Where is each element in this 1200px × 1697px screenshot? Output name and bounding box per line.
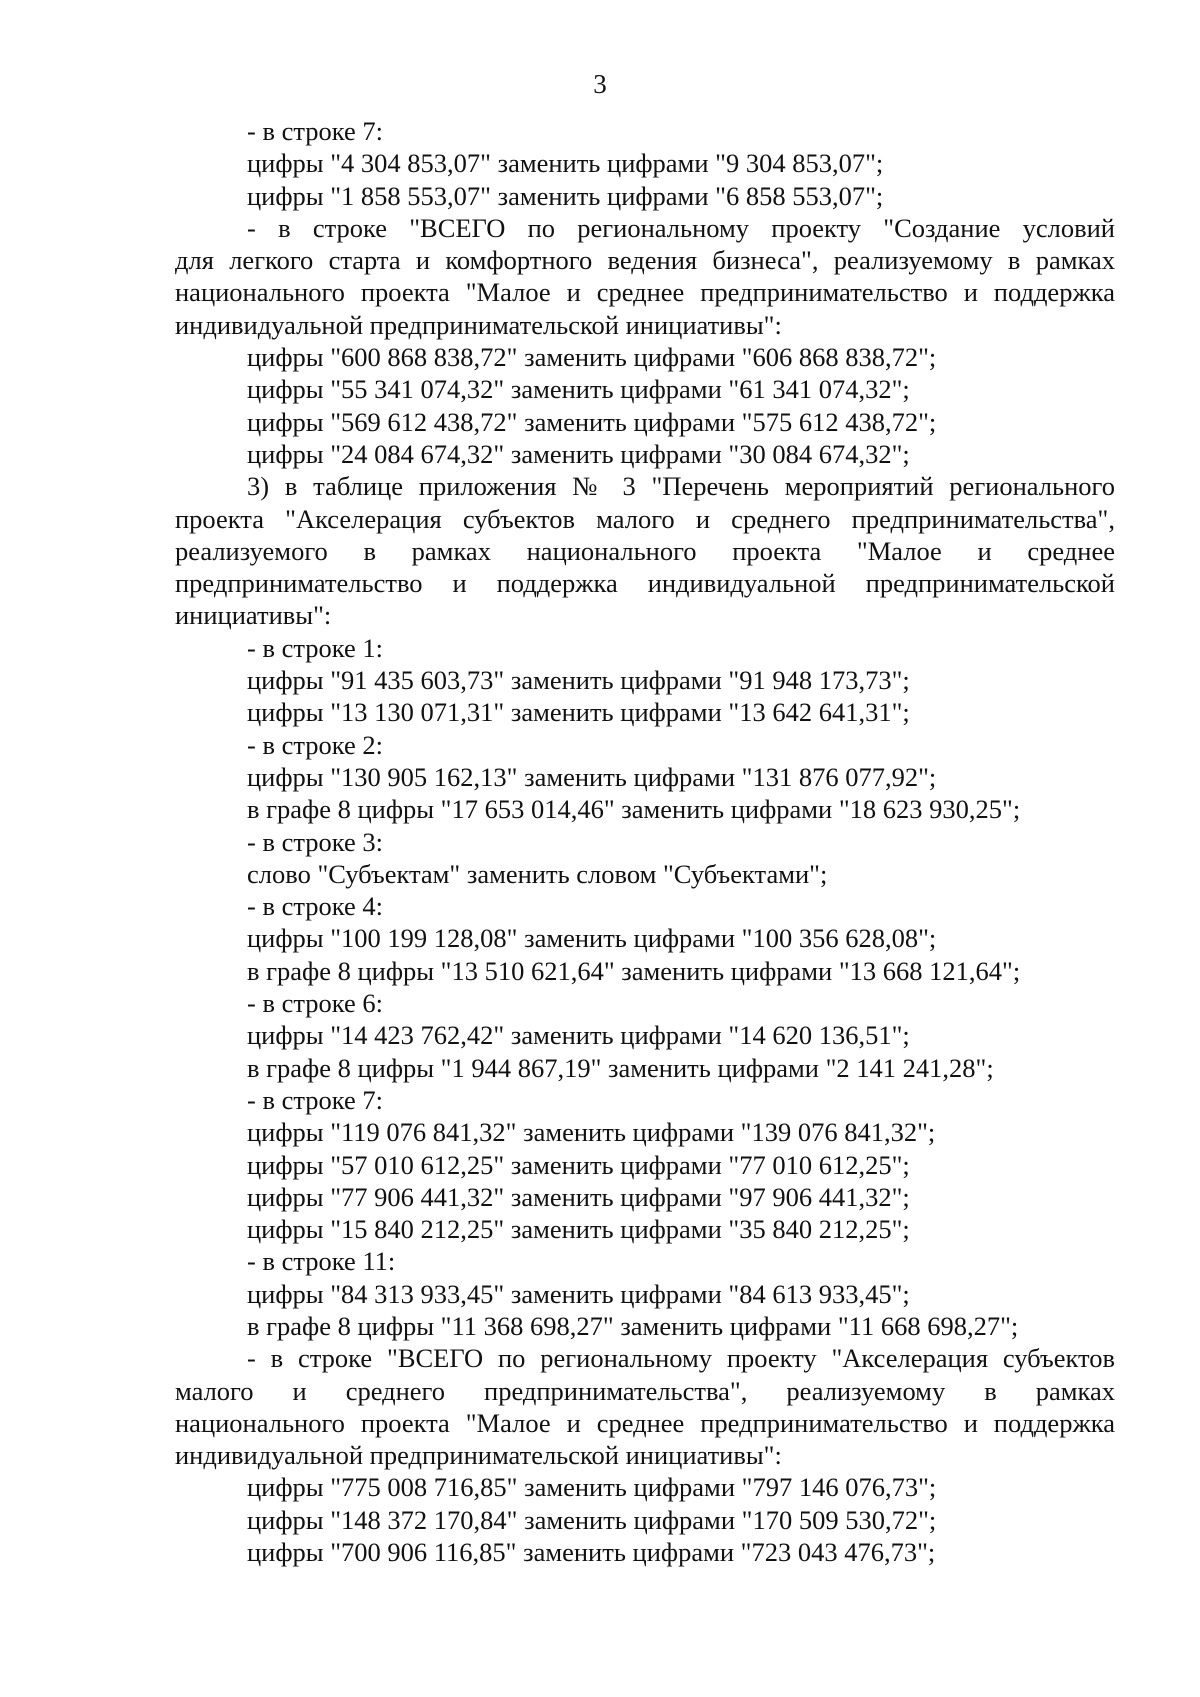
document-line: - в строке 1:: [247, 632, 383, 663]
document-line: цифры "14 423 762,42" заменить цифрами "14 620 136,51";: [247, 1020, 910, 1051]
document-line: малого и среднего предпринимательства", реализуемому в рамках: [175, 1375, 1115, 1406]
document-line: цифры "77 906 441,32" заменить цифрами "97 906 441,32";: [247, 1181, 910, 1212]
document-line: реализуемого в рамках национального проекта "Малое и среднее: [175, 535, 1115, 566]
document-line: - в строке 6:: [247, 988, 383, 1019]
document-line: цифры "57 010 612,25" заменить цифрами "77 010 612,25";: [247, 1149, 910, 1180]
document-line: предпринимательство и поддержка индивидуальной предпринимательской: [175, 568, 1115, 599]
document-line: проекта "Акселерация субъектов малого и среднего предпринимательства",: [175, 503, 1115, 534]
document-line: индивидуальной предпринимательской инициативы":: [175, 309, 782, 340]
document-line: - в строке 3:: [247, 826, 383, 857]
document-line: цифры "55 341 074,32" заменить цифрами "61 341 074,32";: [247, 374, 910, 405]
document-line: в графе 8 цифры "11 368 698,27" заменить цифрами "11 668 698,27";: [247, 1310, 1019, 1341]
document-line: - в строке 11:: [247, 1246, 396, 1277]
document-line: цифры "15 840 212,25" заменить цифрами "35 840 212,25";: [247, 1214, 910, 1245]
document-line: цифры "24 084 674,32" заменить цифрами "30 084 674,32";: [247, 438, 910, 469]
document-line: национального проекта "Малое и среднее предпринимательство и поддержка: [175, 1407, 1115, 1438]
document-line: цифры "119 076 841,32" заменить цифрами "139 076 841,32";: [247, 1117, 936, 1148]
document-line: слово "Субъектам" заменить словом "Субъектами";: [247, 858, 828, 889]
document-body: [175, 115, 1115, 1568]
document-line: цифры "569 612 438,72" заменить цифрами "575 612 438,72";: [247, 406, 937, 437]
document-line: для легкого старта и комфортного ведения бизнеса", реализуемому в рамках: [175, 245, 1115, 276]
document-line: цифры "13 130 071,31" заменить цифрами "13 642 641,31";: [247, 697, 910, 728]
document-line: национального проекта "Малое и среднее предпринимательство и поддержка: [175, 277, 1115, 308]
document-line: цифры "91 435 603,73" заменить цифрами "91 948 173,73";: [247, 665, 910, 696]
document-line: 3) в таблице приложения № 3 "Перечень мероприятий регионального: [247, 471, 1115, 502]
document-line: индивидуальной предпринимательской инициативы":: [175, 1440, 782, 1471]
document-line: - в строке 7:: [247, 1084, 383, 1115]
document-line: цифры "84 313 933,45" заменить цифрами "84 613 933,45";: [247, 1278, 910, 1309]
document-line: - в строке "ВСЕГО по региональному проекту "Акселерация субъектов: [247, 1343, 1115, 1374]
document-line: цифры "148 372 170,84" заменить цифрами "170 509 530,72";: [247, 1504, 937, 1535]
document-line: в графе 8 цифры "13 510 621,64" заменить цифрами "13 668 121,64";: [247, 955, 1021, 986]
document-line: цифры "775 008 716,85" заменить цифрами "797 146 076,73";: [247, 1472, 937, 1503]
document-line: цифры "4 304 853,07" заменить цифрами "9 304 853,07";: [247, 148, 884, 179]
page-number: 3: [593, 69, 607, 99]
document-line: - в строке 4:: [247, 891, 383, 922]
document-line: цифры "600 868 838,72" заменить цифрами "606 868 838,72";: [247, 342, 937, 373]
document-line: в графе 8 цифры "17 653 014,46" заменить цифрами "18 623 930,25";: [247, 794, 1021, 825]
document-line: - в строке "ВСЕГО по региональному проекту "Создание условий: [247, 212, 1115, 243]
document-line: в графе 8 цифры "1 944 867,19" заменить цифрами "2 141 241,28";: [247, 1052, 994, 1083]
document-line: инициативы":: [175, 600, 332, 631]
document-line: - в строке 7:: [247, 116, 383, 146]
document-line: цифры "700 906 116,85" заменить цифрами "723 043 476,73";: [247, 1537, 936, 1568]
document-line: цифры "100 199 128,08" заменить цифрами "100 356 628,08";: [247, 923, 937, 954]
document-line: цифры "1 858 553,07" заменить цифрами "6 858 553,07";: [247, 180, 884, 211]
document-line: - в строке 2:: [247, 729, 383, 760]
document-line: цифры "130 905 162,13" заменить цифрами "131 876 077,92";: [247, 761, 937, 792]
